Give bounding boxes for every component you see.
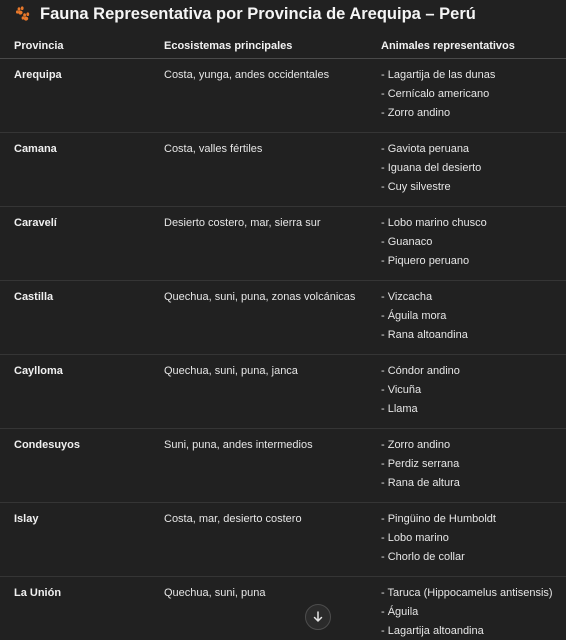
cell-animales (381, 207, 566, 281)
header-ecosistemas: Ecosistemas principales (164, 34, 381, 59)
page-title (14, 3, 476, 25)
animal-item: - Chorlo de collar (381, 551, 465, 563)
animal-item: - Lobo marino chusco (381, 217, 487, 229)
animal-item: - Águila (381, 606, 419, 618)
paw-prints-icon (14, 5, 32, 23)
scroll-down-button[interactable] (305, 604, 331, 630)
cell-animales (381, 503, 566, 577)
cell-animales (381, 429, 566, 503)
table-body (0, 59, 566, 640)
cell-animales (381, 133, 566, 207)
ecosistemas-text: Quechua, suni, puna, zonas volcánicas (164, 291, 356, 303)
table-row (0, 59, 566, 133)
fauna-table (0, 34, 566, 640)
cell-provincia (0, 207, 164, 281)
cell-ecosistemas (164, 133, 381, 207)
ecosistemas-text: Suni, puna, andes intermedios (164, 439, 313, 451)
animal-item: - Cóndor andino (381, 365, 460, 377)
provincia-text: La Unión (14, 587, 62, 599)
cell-provincia (0, 133, 164, 207)
animal-item: - Cernícalo americano (381, 88, 490, 100)
cell-provincia (0, 355, 164, 429)
animal-item: - Rana de altura (381, 477, 460, 489)
provincia-text: Islay (14, 513, 39, 525)
animal-item: - Zorro andino (381, 439, 451, 451)
animal-item: - Llama (381, 403, 418, 415)
table-row (0, 207, 566, 281)
cell-provincia (0, 503, 164, 577)
animal-item: - Taruca (Hippocamelus antisensis) (381, 587, 553, 599)
cell-ecosistemas (164, 59, 381, 133)
title-text: Fauna Representativa por Provincia de Arequipa – Perú (40, 4, 476, 23)
cell-ecosistemas (164, 281, 381, 355)
ecosistemas-text: Quechua, suni, puna (164, 587, 266, 599)
animal-item: - Águila mora (381, 310, 447, 322)
animal-item: - Guanaco (381, 236, 433, 248)
cell-provincia (0, 429, 164, 503)
cell-animales (381, 577, 566, 640)
animal-item: - Iguana del desierto (381, 162, 482, 174)
provincia-text: Caravelí (14, 217, 57, 229)
animal-item: - Pingüino de Humboldt (381, 513, 496, 525)
ecosistemas-text: Desierto costero, mar, sierra sur (164, 217, 321, 229)
ecosistemas-text: Costa, mar, desierto costero (164, 513, 302, 525)
table-row (0, 429, 566, 503)
cell-animales (381, 59, 566, 133)
provincia-text: Camana (14, 143, 57, 155)
animal-item: - Vicuña (381, 384, 422, 396)
animal-item: - Vizcacha (381, 291, 433, 303)
header-animales: Animales representativos (381, 34, 566, 59)
arrow-down-icon (311, 610, 325, 624)
provincia-text: Caylloma (14, 365, 63, 377)
animal-item: - Rana altoandina (381, 329, 468, 341)
cell-ecosistemas (164, 577, 381, 640)
table-row (0, 281, 566, 355)
header-provincia: Provincia (0, 34, 164, 59)
cell-ecosistemas (164, 429, 381, 503)
animal-item: - Lagartija de las dunas (381, 69, 496, 81)
cell-animales (381, 355, 566, 429)
cell-animales (381, 281, 566, 355)
table-row (0, 355, 566, 429)
animal-item: - Lagartija altoandina (381, 625, 484, 637)
table-row (0, 133, 566, 207)
table-row (0, 577, 566, 640)
animal-item: - Cuy silvestre (381, 181, 451, 193)
cell-ecosistemas (164, 503, 381, 577)
table-header-row (0, 34, 566, 59)
cell-ecosistemas (164, 207, 381, 281)
cell-provincia (0, 281, 164, 355)
cell-provincia (0, 59, 164, 133)
provincia-text: Arequipa (14, 69, 62, 81)
provincia-text: Castilla (14, 291, 54, 303)
animal-item: - Zorro andino (381, 107, 451, 119)
ecosistemas-text: Costa, yunga, andes occidentales (164, 69, 330, 81)
table-row (0, 503, 566, 577)
animal-item: - Piquero peruano (381, 255, 470, 267)
animal-item: - Lobo marino (381, 532, 449, 544)
cell-ecosistemas (164, 355, 381, 429)
animal-item: - Perdiz serrana (381, 458, 460, 470)
provincia-text: Condesuyos (14, 439, 81, 451)
ecosistemas-text: Costa, valles fértiles (164, 143, 263, 155)
animal-item: - Gaviota peruana (381, 143, 470, 155)
ecosistemas-text: Quechua, suni, puna, janca (164, 365, 298, 377)
cell-provincia (0, 577, 164, 640)
